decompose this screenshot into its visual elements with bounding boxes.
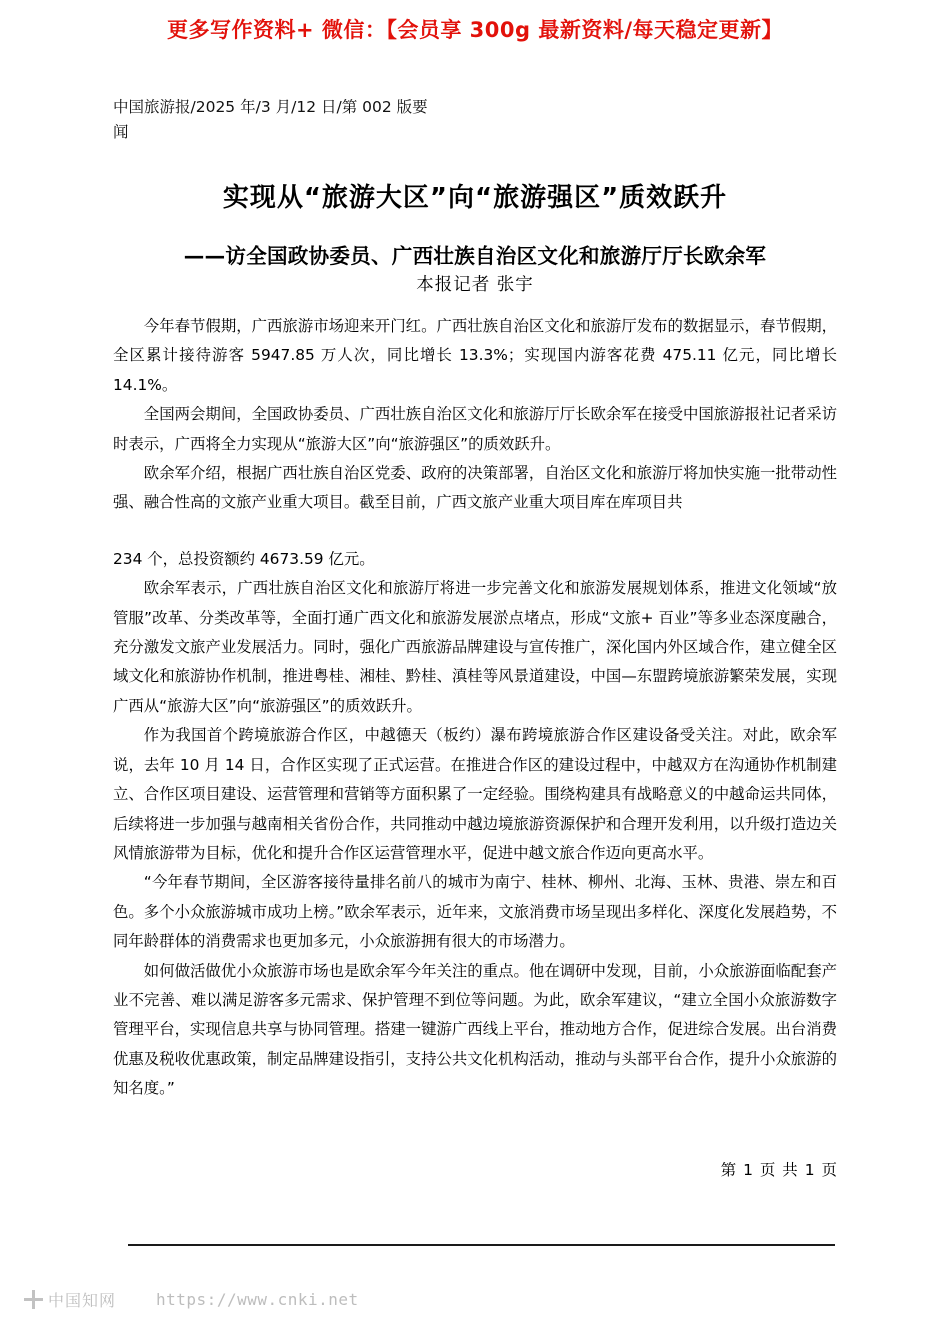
article-paragraph: 全国两会期间，全国政协委员、广西壮族自治区文化和旅游厅厅长欧余军在接受中国旅游报社记者采访时表示，广西将全力实现从“旅游大区”向“旅游强区”的质效跃升。	[113, 405, 837, 453]
article-paragraph: 欧余军介绍，根据广西壮族自治区党委、政府的决策部署，自治区文化和旅游厅将加快实施一批带动性强、融合性高的文旅产业重大项目。截至目前，广西文旅产业重大项目库在库项目共	[113, 464, 837, 512]
article-paragraph: 欧余军表示，广西壮族自治区文化和旅游厅将进一步完善文化和旅游发展规划体系，推进文化领域“放管服”改革、分类改革等，全面打通广西文化和旅游发展淤点堵点，形成“文旅+ 百业”等多业态深度融合，充分激发文旅产业发展活力。同时，强化广西旅游品牌建设与宣传推广，深化国内外区域合作，建立健全区域文化和旅游协作机制，推进粤桂、湘桂、黔桂、滇桂等风景道建设，中国—东盟跨境旅游繁荣发展，实现广西从“旅游大区”向“旅游强区”的质效跃升。	[113, 579, 837, 715]
promo-banner-text: 更多写作资料+ 微信：【会员享 300g 最新资料/每天稳定更新】	[166, 18, 784, 42]
article-paragraph: 作为我国首个跨境旅游合作区，中越德天（板约）瀑布跨境旅游合作区建设备受关注。对此，欧余军说，去年 10 月 14 日，合作区实现了正式运营。在推进合作区的建设过程中，中越双方在沟通协作机制建立、合作区项目建设、运营管理和营销等方面积累了一定经验。围绕构建具有战略意义的中越命运共同体，后续将进一步加强与越南相关省份合作，共同推动中越边境旅游资源保护和合理开发利用，以升级打造边关风情旅游带为目标，优化和提升合作区运营管理水平，促进中越文旅合作迈向更高水平。	[113, 726, 837, 862]
article-byline: 本报记者 张宇	[416, 275, 534, 295]
cnki-logo	[24, 1288, 116, 1311]
article-paragraph-continuation: 234 个，总投资额约 4673.59 亿元。	[113, 549, 375, 568]
cnki-url-label: https://www.cnki.net	[156, 1290, 359, 1309]
cnki-mark-icon	[24, 1290, 43, 1309]
cnki-name-label: 中国知网	[48, 1291, 117, 1310]
article-paragraph: 如何做活做优小众旅游市场也是欧余军今年关注的重点。他在调研中发现，目前，小众旅游面临配套产业不完善、难以满足游客多元需求、保护管理不到位等问题。为此，欧余军建议，“建立全国小众旅游数字管理平台，实现信息共享与协同管理。搭建一键游广西线上平台，推动地方合作，促进综合发展。出台消费优惠及税收优惠政策，制定品牌建设指引，支持公共文化机构活动，推动与头部平台合作，提升小众旅游的知名度。”	[113, 961, 837, 1098]
page-number-footer: 第 1 页 共 1 页	[720, 1161, 838, 1179]
cnki-watermark-footer	[24, 1288, 359, 1311]
article-body	[113, 312, 842, 1104]
footer-divider	[128, 1244, 835, 1246]
article-subtitle: ——访全国政协委员、广西壮族自治区文化和旅游厅厅长欧余军	[183, 244, 767, 268]
article-paragraph: 今年春节假期，广西旅游市场迎来开门红。广西壮族自治区文化和旅游厅发布的数据显示，春节假期，全区累计接待游客 5947.85 万人次，同比增长 13.3%；实现国内游客花费 475.11 亿元，同比增长 14.1%。	[113, 317, 842, 394]
article-paragraph: “今年春节期间，全区游客接待量排名前八的城市为南宁、桂林、柳州、北海、玉林、贵港、崇左和百色。多个小众旅游城市成功上榜。”欧余军表示，近年来，文旅消费市场呈现出多样化、深度化发展趋势，不同年龄群体的消费需求也更加多元，小众旅游拥有很大的市场潜力。	[113, 873, 837, 951]
publication-source-line: 中国旅游报/2025 年/3 月/12 日/第 002 版要闻	[113, 98, 428, 141]
page-title: 实现从“旅游大区”向“旅游强区”质效跃升	[222, 183, 728, 214]
